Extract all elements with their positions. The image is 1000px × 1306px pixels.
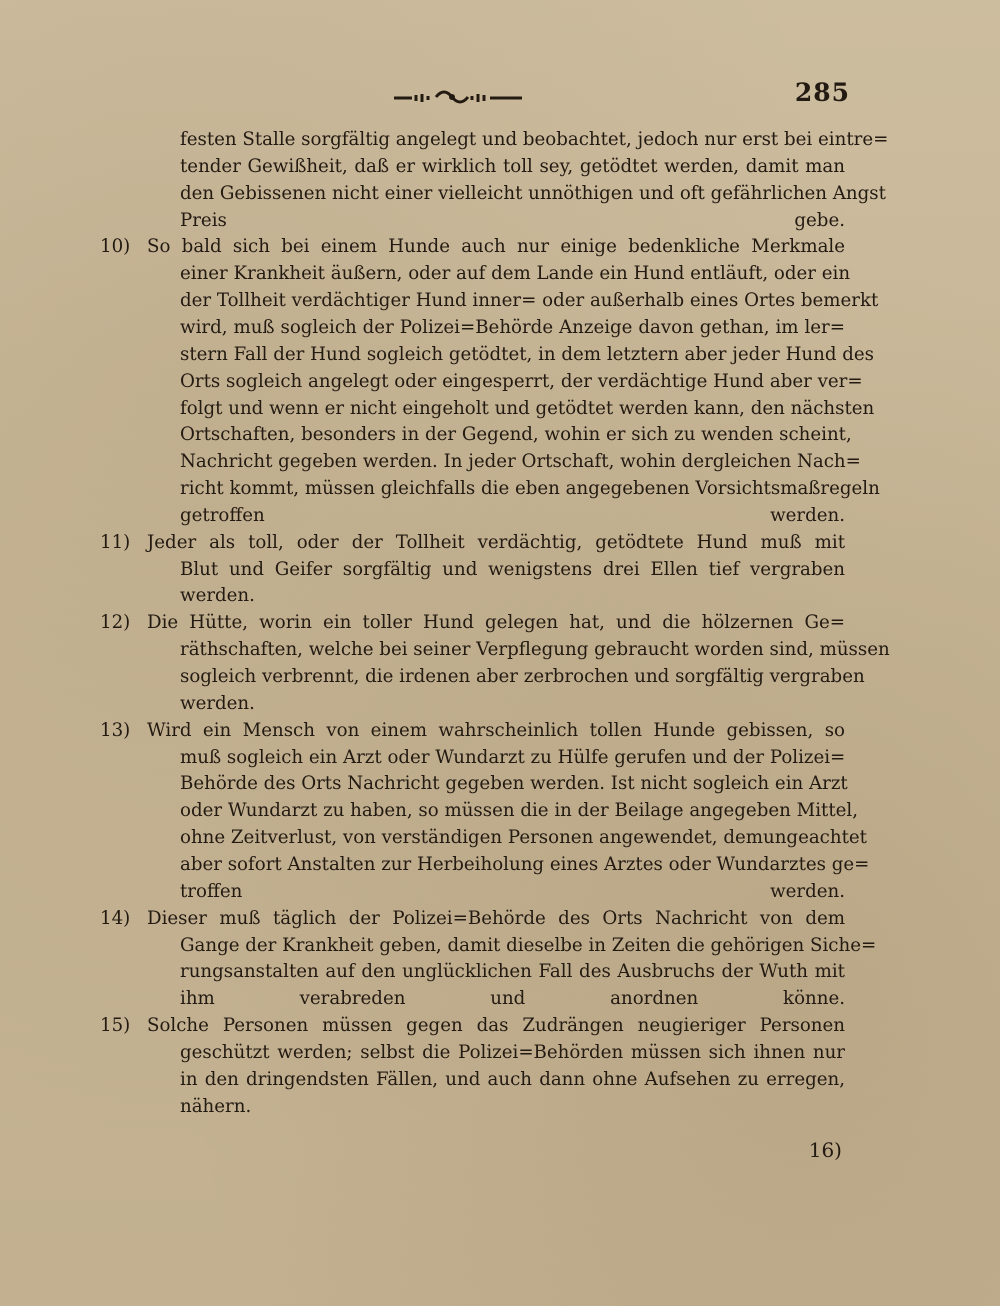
item-number: 10) [100, 236, 131, 258]
line-text: festen Stalle sorgfältig angelegt und beobachtet, jedoch nur erst bei eintre= [180, 129, 889, 150]
text-line [100, 477, 880, 501]
line-text: den Gebissenen nicht einer vielleicht unnöthigen und oft gefährlichen Angst [180, 182, 886, 204]
text-line [100, 343, 875, 367]
item-number [100, 1041, 147, 1065]
line-text: oder Wundarzt zu haben, so müssen die in der Beilage angegeben Mittel, [180, 800, 859, 822]
line-text: getroffen werden. [180, 504, 845, 526]
text-line [100, 1041, 845, 1065]
page-number: 285 [794, 78, 850, 107]
item-number [100, 504, 147, 528]
text-line [100, 611, 845, 635]
text-line [100, 746, 845, 770]
item-number: 15) [100, 1015, 131, 1037]
item-number [100, 746, 147, 770]
item-number: 13) [100, 719, 131, 741]
item-number [100, 397, 147, 421]
text-line [100, 665, 865, 689]
line-text: der Tollheit verdächtiger Hund inner= oder außerhalb eines Ortes bemerkt [180, 290, 879, 312]
text-line [100, 853, 870, 877]
item-number [100, 638, 147, 662]
text-line [100, 719, 845, 743]
line-text: troffen werden. [180, 880, 845, 902]
text-line [100, 1095, 845, 1119]
item-number [100, 799, 147, 823]
line-text: muß sogleich ein Arzt oder Wundarzt zu Hülfe gerufen und der Polizei= [180, 746, 846, 768]
item-number [100, 423, 147, 447]
line-text: So bald sich bei einem Hunde auch nur einige bedenkliche Merkmale [147, 236, 845, 258]
line-text: geschützt werden; selbst die Polizei=Behörden müssen sich ihnen nur [180, 1041, 845, 1063]
text-line [100, 504, 845, 528]
item-number [100, 1095, 147, 1119]
item-number [100, 262, 147, 286]
line-text: Solche Personen müssen gegen das Zudrängen neugieriger Personen [147, 1015, 845, 1037]
item-number [100, 370, 147, 394]
text-line [100, 558, 845, 582]
line-text: wird, muß sogleich der Polizei=Behörde Anzeige davon gethan, im ler= [180, 316, 845, 338]
item-number [100, 182, 147, 206]
text-line [100, 826, 867, 850]
line-text: ohne Zeitverlust, von verständigen Personen angewendet, demungeachtet [180, 827, 867, 849]
line-text: Orts sogleich angelegt oder eingesperrt, der verdächtige Hund aber ver= [180, 370, 863, 392]
line-text: sogleich verbrennt, die irdenen aber zerbrochen und sorgfältig vergraben [180, 666, 865, 687]
text-line [100, 235, 845, 259]
line-text: werden. [180, 585, 255, 607]
item-number [100, 450, 147, 474]
text-line [100, 370, 863, 394]
ornament-rule [392, 88, 524, 106]
text-line [100, 692, 845, 716]
line-text: tender Gewißheit, daß er wirklich toll sey, getödtet werden, damit man [180, 155, 845, 177]
line-text: Jeder als toll, oder der Tollheit verdächtig, getödtete Hund muß mit [147, 531, 845, 553]
text-line [100, 960, 845, 984]
item-number [100, 558, 147, 582]
item-number [100, 289, 147, 313]
text-line [100, 772, 848, 796]
text-line [100, 397, 875, 421]
text-line [100, 423, 852, 447]
catchword: 16) [808, 1138, 842, 1162]
text-line [100, 209, 845, 233]
item-number [100, 343, 147, 367]
line-text: ihm verabreden und anordnen könne. [180, 988, 845, 1010]
item-number [100, 128, 147, 152]
item-number [100, 316, 147, 340]
text-line [100, 531, 845, 555]
item-number: 12) [100, 612, 131, 634]
line-text: Dieser muß täglich der Polizei=Behörde des Orts Nachricht von dem [147, 907, 845, 929]
item-number [100, 826, 147, 850]
text-line [100, 155, 845, 179]
line-text: richt kommt, müssen gleichfalls die eben angegebenen Vorsichtsmaßregeln [180, 478, 880, 500]
item-number [100, 934, 147, 958]
item-number [100, 960, 147, 984]
line-text: Preis gebe. [180, 209, 845, 231]
line-text: in den dringendsten Fällen, und auch dann ohne Aufsehen zu erregen, [180, 1068, 845, 1090]
line-text: Blut und Geifer sorgfältig und wenigstens drei Ellen tief vergraben [180, 558, 845, 580]
text-line [100, 1014, 845, 1038]
item-number [100, 1068, 147, 1092]
line-text: Nachricht gegeben werden. In jeder Ortschaft, wohin dergleichen Nach= [180, 451, 861, 473]
item-number [100, 155, 147, 179]
text-line [100, 584, 845, 608]
line-text: werden. [180, 692, 255, 714]
line-text: folgt und wenn er nicht eingeholt und getödtet werden kann, den nächsten [180, 397, 875, 419]
text-line [100, 128, 889, 152]
line-text: stern Fall der Hund sogleich getödtet, in dem letztern aber jeder Hund des [180, 343, 875, 365]
line-text: einer Krankheit äußern, oder auf dem Lande ein Hund entläuft, oder ein [180, 263, 851, 285]
line-text: rungsanstalten auf den unglücklichen Fall des Ausbruchs der Wuth mit [180, 961, 845, 983]
text-line [100, 799, 859, 823]
text-line [100, 880, 845, 904]
line-text: Die Hütte, worin ein toller Hund gelegen hat, und die hölzernen Ge= [147, 612, 845, 634]
line-text: Behörde des Orts Nachricht gegeben werden. Ist nicht sogleich ein Arzt [180, 773, 848, 795]
item-number [100, 692, 147, 716]
item-number [100, 772, 147, 796]
item-number: 11) [100, 531, 131, 553]
line-text: Wird ein Mensch von einem wahrscheinlich tollen Hunde gebissen, so [147, 719, 845, 741]
item-number: 14) [100, 907, 131, 929]
item-number [100, 584, 147, 608]
text-line [100, 450, 861, 474]
line-text: aber sofort Anstalten zur Herbeiholung eines Arztes oder Wundarztes ge= [180, 853, 870, 875]
text-line [100, 987, 845, 1011]
line-text: nähern. [180, 1095, 252, 1117]
line-text: Ortschaften, besonders in der Gegend, wohin er sich zu wenden scheint, [180, 424, 852, 446]
text-line [100, 182, 886, 206]
text-line [100, 289, 879, 313]
text-line [100, 907, 845, 931]
item-number [100, 665, 147, 689]
text-line [100, 934, 877, 958]
line-text: Gange der Krankheit geben, damit dieselbe in Zeiten die gehörigen Siche= [180, 934, 877, 956]
text-line [100, 262, 851, 286]
item-number [100, 853, 147, 877]
item-number [100, 477, 147, 501]
item-number [100, 987, 147, 1011]
text-line [100, 316, 845, 340]
line-text: räthschaften, welche bei seiner Verpflegung gebraucht worden sind, müssen [180, 639, 890, 661]
item-number [100, 880, 147, 904]
text-line [100, 1068, 845, 1092]
item-number [100, 209, 147, 233]
text-line [100, 638, 890, 662]
